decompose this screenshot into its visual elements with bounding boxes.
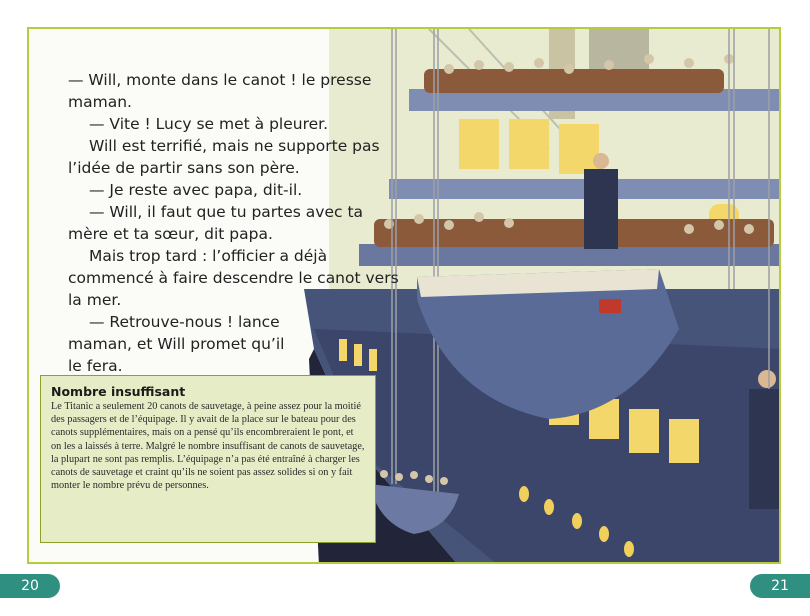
story-line: — Je reste avec papa, dit-il. (89, 181, 303, 199)
fact-box-title: Nombre insuffisant (51, 384, 186, 399)
fact-box-body: Le Titanic a seulement 20 canots de sauvetage, à peine assez pour la moitié des passagers et de l’équipage. Il y avait de la place sur le bateau pour des canots supplémentaires, mais on a pensé qu’ils encombreraient le pont, et on les a laissés à terre. Malgré le nombre insuffisant de canots de sauvetage, la plupart ne sont pas remplis. L’équipage n’a pas été entraîné à charger les canots de sauvetage et craint qu’ils ne soient pas assez solides si on y fait monter le nombre prévu de personnes. (51, 401, 365, 492)
story-text (68, 69, 408, 377)
page-number-right: 21 (750, 574, 810, 598)
fact-box (40, 375, 376, 543)
story-line: — Will, monte dans le canot ! le presse maman. (68, 71, 372, 111)
story-line: — Vite ! Lucy se met à pleurer. (89, 115, 329, 133)
story-line: — Retrouve-nous ! lance maman, et Will promet qu’il le fera. (68, 313, 285, 375)
page-number-left: 20 (0, 574, 60, 598)
story-line: — Will, il faut que tu partes avec ta mère et ta sœur, dit papa. (68, 203, 364, 243)
story-line: Mais trop tard : l’officier a déjà commencé à faire descendre le canot vers la mer. (68, 247, 399, 309)
story-line: Will est terrifié, mais ne supporte pas l’idée de partir sans son père. (68, 137, 380, 177)
